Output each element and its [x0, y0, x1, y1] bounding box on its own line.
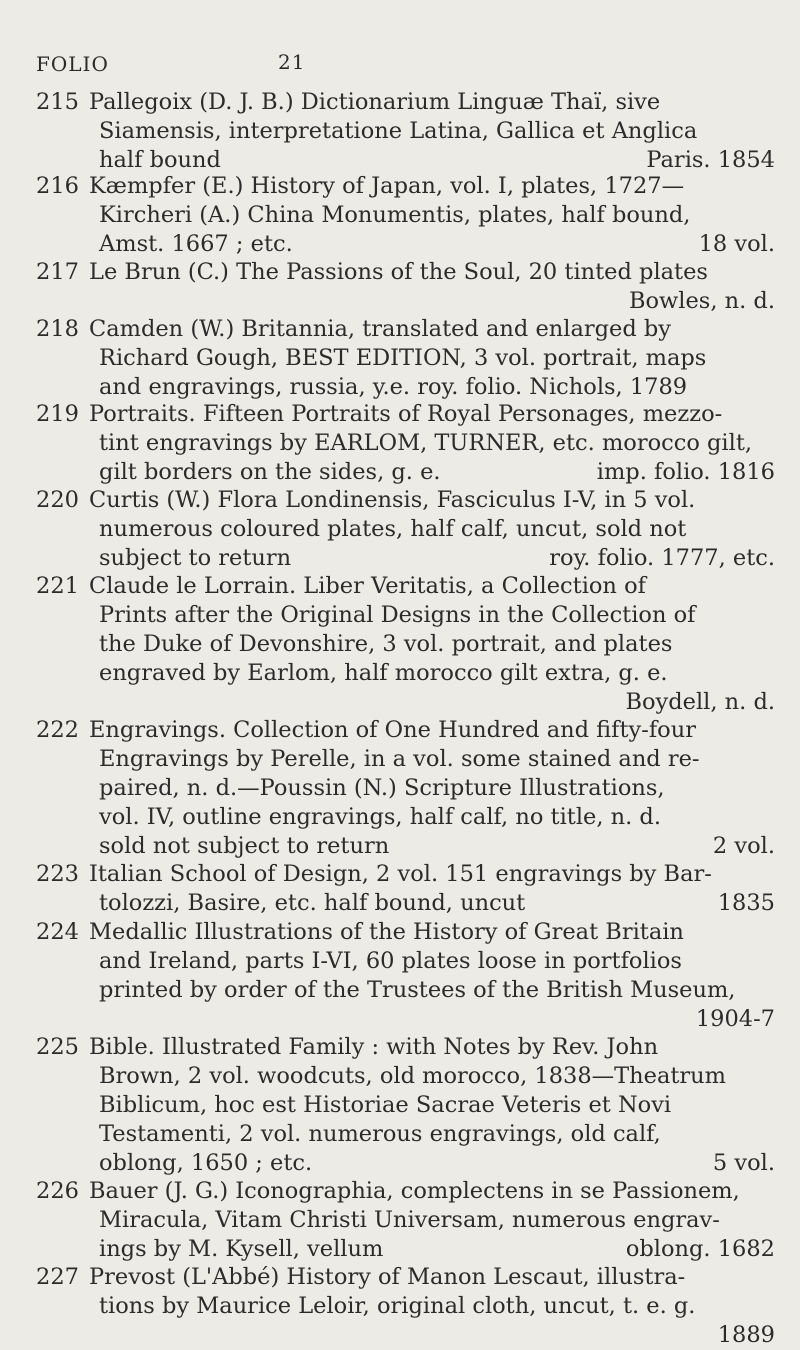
line-text: Prevost (L'Abbé) History of Manon Lescaut, illustra- — [89, 1264, 686, 1290]
entry-line — [89, 544, 775, 573]
folio-label: FOLIO — [36, 52, 109, 76]
line-imprint: 1835 — [717, 890, 775, 916]
line-text: Bauer (J. G.) Iconographia, complectens in se Passionem, — [89, 1178, 740, 1204]
line-text: Medallic Illustrations of the History of Great Britain — [89, 919, 684, 945]
entry-line — [89, 1149, 775, 1178]
line-text: Engravings by Perelle, in a vol. some stained and re- — [99, 746, 700, 772]
entry-line — [89, 515, 775, 544]
line-text: the Duke of Devonshire, 3 vol. portrait, and plates — [99, 631, 673, 657]
line-imprint: 2 vol. — [712, 833, 775, 859]
entry-line — [89, 745, 775, 774]
line-text: Camden (W.) Britannia, translated and enlarged by — [89, 316, 672, 342]
lot-number: 224 — [36, 919, 79, 945]
entry-line — [89, 201, 775, 230]
lot-number: 220 — [36, 487, 79, 513]
entry-line — [89, 1321, 775, 1350]
entry-line — [89, 1235, 775, 1264]
lot-number: 226 — [36, 1178, 79, 1204]
line-text: Boydell, n. d. — [625, 689, 775, 715]
entry-line — [89, 803, 775, 832]
entry-line — [89, 774, 775, 803]
entry-line — [89, 287, 775, 316]
entry-line — [89, 88, 775, 117]
entry-line — [89, 832, 775, 861]
page-number: 21 — [278, 50, 306, 74]
entry-line — [89, 486, 775, 515]
line-text: 1904-7 — [695, 1006, 775, 1032]
entry-line — [89, 976, 775, 1005]
entry-description — [89, 486, 775, 573]
entry-line — [89, 716, 775, 745]
entry-line — [89, 1091, 775, 1120]
line-text: Engravings. Collection of One Hundred and fifty-four — [89, 717, 696, 743]
page-header — [36, 52, 776, 82]
entry-line — [89, 1263, 775, 1292]
entry-line — [89, 1120, 775, 1149]
line-text: tions by Maurice Leloir, original cloth, uncut, t. e. g. — [99, 1293, 696, 1319]
entry-line — [89, 1292, 775, 1321]
entry-description — [89, 860, 775, 918]
line-text: Curtis (W.) Flora Londinensis, Fasciculus I-V, in 5 vol. — [89, 487, 696, 513]
line-text: Prints after the Original Designs in the Collection of — [99, 602, 696, 628]
lot-number: 218 — [36, 316, 79, 342]
line-text: Kæmpfer (E.) History of Japan, vol. I, plates, 1727— — [89, 173, 685, 199]
entry-description — [89, 1177, 775, 1264]
entry-line — [89, 230, 775, 259]
entry-description — [89, 88, 775, 175]
line-text: Biblicum, hoc est Historiae Sacrae Veteris et Novi — [99, 1092, 672, 1118]
line-imprint: oblong. 1682 — [625, 1236, 775, 1262]
lot-number: 221 — [36, 573, 79, 599]
entry-line — [89, 947, 775, 976]
entry-line — [89, 688, 775, 717]
line-text: printed by order of the Trustees of the British Museum, — [99, 977, 736, 1003]
line-imprint: roy. folio. 1777, etc. — [549, 545, 775, 571]
line-imprint: 18 vol. — [698, 231, 775, 257]
line-text: vol. IV, outline engravings, half calf, no title, n. d. — [99, 804, 661, 830]
entry-line — [89, 601, 775, 630]
entry-line — [89, 258, 775, 287]
entry-line — [89, 429, 775, 458]
line-text: Amst. 1667 ; etc. — [99, 231, 293, 257]
line-text: sold not subject to return — [99, 833, 390, 859]
line-text: Kircheri (A.) China Monumentis, plates, half bound, — [99, 202, 691, 228]
line-text: Miracula, Vitam Christi Universam, numerous engrav- — [99, 1207, 720, 1233]
entry-description — [89, 258, 775, 316]
entry-line — [89, 373, 775, 402]
line-text: Pallegoix (D. J. B.) Dictionarium Linguæ Thaï, sive — [89, 89, 661, 115]
entry-line — [89, 344, 775, 373]
lot-number: 217 — [36, 259, 79, 285]
lot-number: 225 — [36, 1034, 79, 1060]
lot-number: 216 — [36, 173, 79, 199]
lot-number: 223 — [36, 861, 79, 887]
line-text: Siamensis, interpretatione Latina, Gallica et Anglica — [99, 118, 698, 144]
entry-line — [89, 172, 775, 201]
line-text: engraved by Earlom, half morocco gilt extra, g. e. — [99, 660, 668, 686]
entry-description — [89, 400, 775, 487]
line-text: 1889 — [717, 1322, 775, 1348]
line-text: numerous coloured plates, half calf, uncut, sold not — [99, 516, 687, 542]
entry-description — [89, 716, 775, 861]
line-imprint: Paris. 1854 — [646, 147, 775, 173]
line-imprint: imp. folio. 1816 — [596, 459, 775, 485]
entry-line — [89, 146, 775, 175]
entry-line — [89, 889, 775, 918]
entry-line — [89, 1206, 775, 1235]
lot-number: 219 — [36, 401, 79, 427]
line-text: Portraits. Fifteen Portraits of Royal Personages, mezzo- — [89, 401, 723, 427]
line-text: Brown, 2 vol. woodcuts, old morocco, 1838—Theatrum — [99, 1063, 727, 1089]
line-text: Bible. Illustrated Family : with Notes by Rev. John — [89, 1034, 659, 1060]
line-text: and Ireland, parts I-VI, 60 plates loose in portfolios — [99, 948, 682, 974]
line-text: Testamenti, 2 vol. numerous engravings, old calf, — [99, 1121, 661, 1147]
entry-line — [89, 1177, 775, 1206]
entry-description — [89, 172, 775, 259]
line-text: and engravings, russia, y.e. roy. folio. Nichols, 1789 — [99, 374, 688, 400]
lot-number: 222 — [36, 717, 79, 743]
line-text: Italian School of Design, 2 vol. 151 engravings by Bar- — [89, 861, 712, 887]
entry-line — [89, 860, 775, 889]
line-text: half bound — [99, 147, 221, 173]
entry-line — [89, 1062, 775, 1091]
line-text: oblong, 1650 ; etc. — [99, 1150, 313, 1176]
entry-description — [89, 918, 775, 1034]
entry-description — [89, 1263, 775, 1350]
line-text: Bowles, n. d. — [628, 288, 775, 314]
line-text: Le Brun (C.) The Passions of the Soul, 20 tinted plates — [89, 259, 708, 285]
line-text: paired, n. d.—Poussin (N.) Scripture Illustrations, — [99, 775, 665, 801]
lot-number: 227 — [36, 1264, 79, 1290]
line-text: Richard Gough, BEST EDITION, 3 vol. portrait, maps — [99, 345, 707, 371]
line-text: ings by M. Kysell, vellum — [99, 1236, 384, 1262]
line-text: Claude le Lorrain. Liber Veritatis, a Collection of — [89, 573, 646, 599]
lot-number: 215 — [36, 89, 79, 115]
line-text: tolozzi, Basire, etc. half bound, uncut — [99, 890, 526, 916]
entry-line — [89, 1033, 775, 1062]
entry-line — [89, 572, 775, 601]
entry-description — [89, 315, 775, 402]
entry-line — [89, 918, 775, 947]
entry-description — [89, 1033, 775, 1178]
line-text: gilt borders on the sides, g. e. — [99, 459, 441, 485]
entry-line — [89, 400, 775, 429]
entry-line — [89, 117, 775, 146]
entry-line — [89, 659, 775, 688]
line-imprint: 5 vol. — [712, 1150, 775, 1176]
entry-line — [89, 458, 775, 487]
entry-line — [89, 630, 775, 659]
line-text: tint engravings by EARLOM, TURNER, etc. morocco gilt, — [99, 430, 753, 456]
entry-line — [89, 1005, 775, 1034]
entry-line — [89, 315, 775, 344]
entry-description — [89, 572, 775, 717]
line-text: subject to return — [99, 545, 292, 571]
